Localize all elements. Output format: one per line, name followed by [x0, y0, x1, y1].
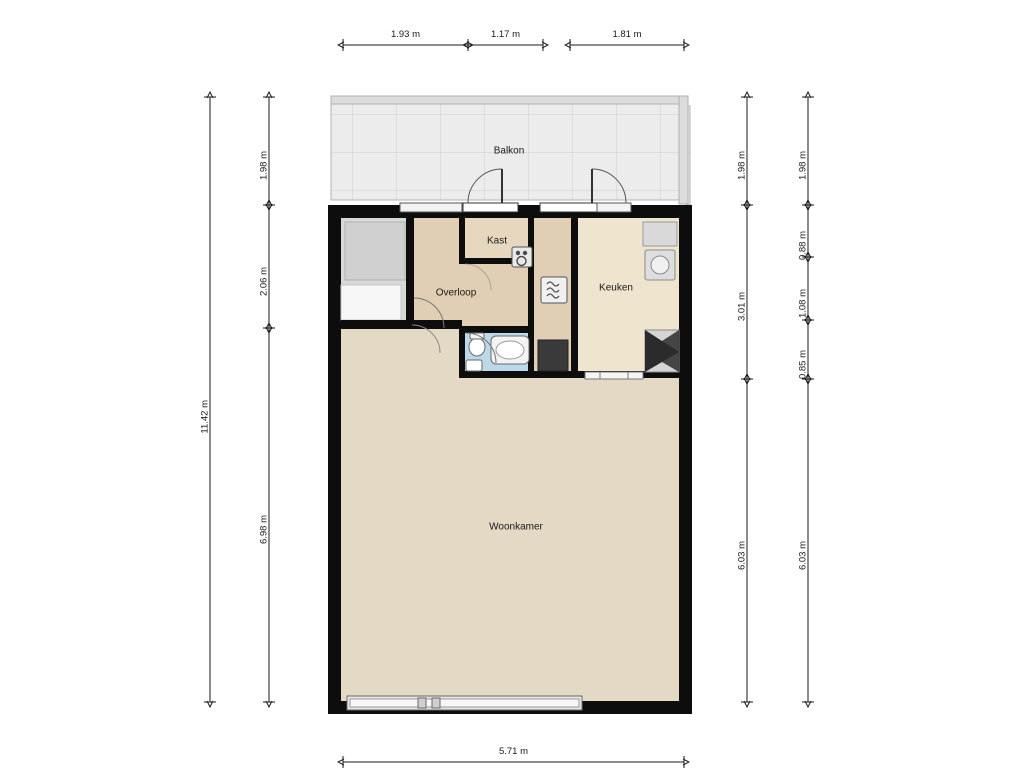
dimension-label: 6.98 m: [258, 515, 270, 545]
dimension-label: 1.17 m: [490, 29, 521, 40]
dimension-label: 11.42 m: [199, 399, 211, 434]
dimension-label: 0.85 m: [797, 349, 809, 379]
dimension-label: 1.93 m: [390, 29, 421, 40]
dimension-label: 1.98 m: [797, 151, 809, 181]
bathroom-sink-icon: [466, 360, 482, 371]
nook-fixture: [341, 285, 401, 320]
dimension-label: 0.88 m: [797, 231, 809, 261]
dimension-label: 3.01 m: [736, 292, 748, 322]
dimension-label: 6.03 m: [736, 540, 748, 570]
stove-icon: [541, 277, 567, 303]
room-label-woonkamer: Woonkamer: [489, 521, 543, 533]
room-label-balkon: Balkon: [493, 145, 525, 157]
living-room-window: [347, 696, 582, 710]
dimension-label: 2.06 m: [258, 266, 270, 296]
room-label-kast: Kast: [486, 235, 508, 247]
dimension-label: 1.98 m: [258, 151, 270, 181]
dimension-label: 5.71 m: [498, 746, 529, 757]
dimension-label: 1.81 m: [612, 29, 642, 40]
room-label-keuken: Keuken: [599, 282, 633, 294]
kitchen-opening: [585, 372, 643, 379]
dimension-label: 6.03 m: [797, 540, 809, 570]
room-label-overloop: Overloop: [435, 287, 477, 299]
toilet-icon: [469, 338, 485, 356]
dimension-label: 1.08 m: [797, 288, 809, 318]
dimension-label: 1.98 m: [736, 151, 748, 181]
